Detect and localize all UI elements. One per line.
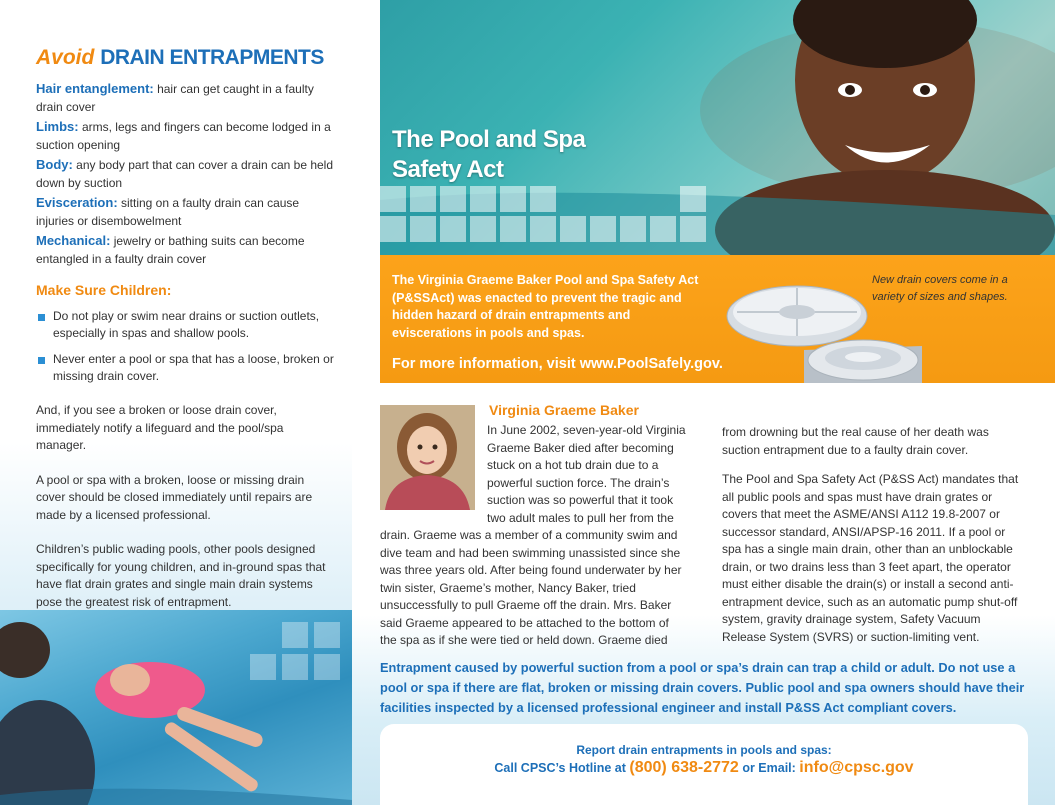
bullet-text: Do not play or swim near drains or suction outlets, especially in spas and shallow pools. (53, 309, 320, 340)
entrapment-warning: Entrapment caused by powerful suction from a pool or spa’s drain can trap a child or adult. Do not use a pool or spa if there are flat, broken or missing drain covers. Public pool and spa owners should have their facilities inspected by a licensed professional engineer and install P&SS Act compliant covers. (380, 660, 1025, 715)
email-link[interactable]: info@cpsc.gov (799, 759, 914, 776)
swimming-girl-illustration (0, 610, 352, 805)
drain-entrapments-word: DRAIN ENTRAPMENTS (100, 46, 324, 69)
hazard-term: Limbs: (36, 119, 79, 134)
story-col1-bottom: drain. Graeme was a member of a community swim and dive team and had been swimming unassisted since she was three years old. After being found underwater by her twin sister, Graeme’s mother, Nancy Baker, tried unsuccessfully to pull Graeme off the drain. Mrs. Baker said Graeme appeared to be attached to the bottom of the spa as if she were tied or held down. Graeme died (380, 528, 682, 647)
bullet-item (36, 351, 336, 385)
hero-title-line2: Safety Act (392, 156, 504, 183)
story-col2-p1: from drowning but the real cause of her death was suction entrapment due to a faulty drain cover. (722, 425, 989, 457)
virginia-graeme-baker-photo (380, 405, 475, 510)
hotline-label: Call CPSC’s Hotline at (494, 761, 626, 775)
hazard-text: sitting on a faulty drain can cause injuries or disembowelment (36, 196, 300, 228)
virginia-graeme-baker-heading: Virginia Graeme Baker (489, 402, 639, 418)
hazard-text: any body part that can cover a drain can be held down by suction (36, 158, 334, 190)
hazard-text: jewelry or bathing suits can become entangled in a faulty drain cover (36, 234, 305, 266)
paragraph: And, if you see a broken or loose drain cover, immediately notify a lifeguard and the pool/spa manager. (36, 403, 284, 452)
bullet-square-icon (38, 314, 45, 321)
hero-title-line1: The Pool and Spa (392, 126, 586, 153)
paragraph: A pool or spa with a broken, loose or missing drain cover should be closed immediately until repairs are made by a licensed professional. (36, 472, 313, 522)
hazard-item (36, 80, 336, 116)
banner-link[interactable]: For more information, visit www.PoolSafely.gov. (392, 356, 723, 372)
hazard-term: Mechanical: (36, 233, 111, 248)
report-line1: Report drain entrapments in pools and spas: (576, 743, 832, 757)
girl-portrait (380, 405, 475, 510)
report-line2 (380, 759, 1028, 777)
drain-cover-caption: New drain covers come in a variety of sizes and shapes. (872, 274, 1008, 303)
hazard-item (36, 156, 336, 192)
bullet-text: Never enter a pool or spa that has a loose, broken or missing drain cover. (53, 352, 334, 383)
banner-text: The Virginia Graeme Baker Pool and Spa Safety Act (P&SSAct) was enacted to prevent the tragic and hidden hazard of drain entrapments and eviscerations in pools and spas. (392, 273, 699, 340)
story-col2-p2: The Pool and Spa Safety Act (P&SS Act) mandates that all public pools and spas must have drain grates or covers that meet the ASME/ANSI A112 19.8-2007 or successor standard, ANSI/APSP-16 2011. If a pool or spa has a single main drain, other than an unblockable drain, or two drains less than 3 feet apart, the operator must either disable the drain(s) or install a second anti-entrapment device, such as an automatic pump shut-off system, gravity drainage system, Safety Vacuum Release System (SVRS) or suction-limiting vent. (722, 472, 1019, 644)
hazard-text: hair can get caught in a faulty drain cover (36, 82, 314, 114)
email-label: or Email: (742, 761, 796, 775)
hazard-term: Evisceration: (36, 195, 118, 210)
left-content (36, 46, 336, 611)
swimming-girl-photo (0, 610, 352, 805)
hazard-term: Hair entanglement: (36, 81, 154, 96)
story-col1-top: In June 2002, seven-year-old Virginia Graeme Baker died after becoming stuck on a hot tub drain due to a powerful suction force. The drain’s suction was so powerful that it took two adult males to pull her from the (487, 423, 686, 525)
hazard-item (36, 118, 336, 154)
make-sure-heading: Make Sure Children: (36, 282, 172, 298)
bullet-square-icon (38, 357, 45, 364)
hazard-text: arms, legs and fingers can become lodged in a suction opening (36, 120, 331, 152)
drain-covers-image (722, 278, 922, 398)
hotline-phone[interactable]: (800) 638-2772 (629, 759, 739, 776)
hero-title (392, 125, 585, 185)
avoid-word: Avoid (36, 46, 95, 69)
hazard-item (36, 194, 336, 230)
hazard-item (36, 232, 336, 268)
bullet-item (36, 308, 336, 342)
paragraph: Children’s public wading pools, other pools designed specifically for young children, and in-ground spas that have flat drain grates and single main drain systems pose the greatest risk of entrapment. (36, 542, 326, 609)
report-box (380, 724, 1028, 805)
hazard-term: Body: (36, 157, 73, 172)
avoid-heading (36, 46, 336, 70)
